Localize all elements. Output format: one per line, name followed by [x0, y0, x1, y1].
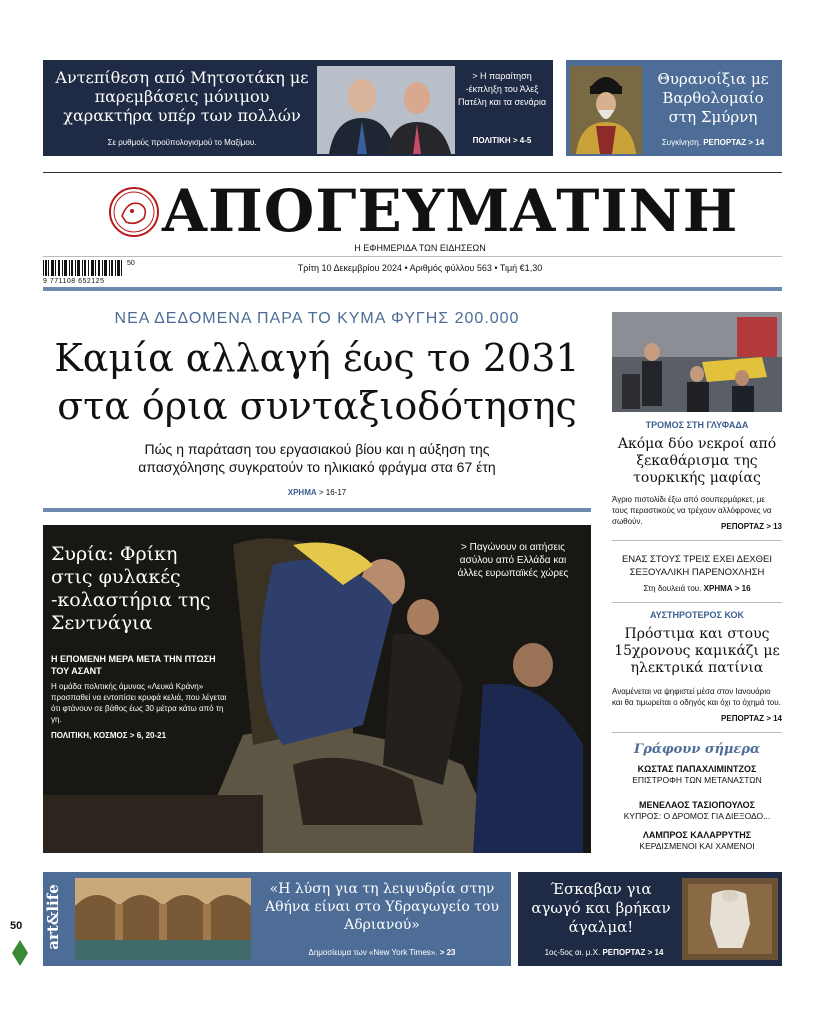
- glyfada-photo: [612, 312, 782, 412]
- glyfada-body: Άγριο πιστολίδι έξω από σουπερμάρκετ, με τους περαστικούς να τρέχουν αλλόφρονες να σωθούν.: [612, 495, 772, 526]
- opinion-item[interactable]: [612, 830, 782, 852]
- syria-story[interactable]: [43, 525, 591, 853]
- bottom-left-headline: «Η λύση για τη λειψυδρία στην Αθήνα είναι στο Υδραγωγείο του Αδριανού»: [265, 881, 499, 933]
- harassment-headline[interactable]: ΕΝΑΣ ΣΤΟΥΣ ΤΡΕΙΣ ΕΧΕΙ ΔΕΧΘΕΙ ΣΕΞΟΥΑΛΙΚΗ ΠΑΡΕΝΟΧΛΗΣΗ: [621, 554, 773, 578]
- masthead-logo: [108, 186, 160, 238]
- opinion-topic: ΚΕΡΔΙΣΜΕΝΟΙ ΚΑΙ ΧΑΜΕΝΟΙ: [639, 841, 755, 851]
- date-line: Τρίτη 10 Δεκεμβρίου 2024 • Αριθμός φύλλου 563 • Τιμή €1,30: [297, 263, 543, 273]
- syria-kicker: Η ΕΠΟΜΕΝΗ ΜΕΡΑ ΜΕΤΑ ΤΗΝ ΠΤΩΣΗ ΤΟΥ ΑΣΑΝΤ: [51, 654, 216, 676]
- main-ref-pages: > 16-17: [318, 488, 347, 497]
- bottom-right-footer: [524, 948, 684, 957]
- syria-body: Η ομάδα πολιτικής άμυνας «Λευκά Κράνη» προσπαθεί να εντοπίσει κρυφά κελιά, που λέγεται ότι φτάνουν σε βάθος έως 30 μέτρα κάτω από τη γη.: [51, 682, 227, 724]
- barcode-number: 9 771108 652125: [43, 278, 105, 285]
- top-right-footer: [648, 138, 778, 147]
- politicians-photo: [317, 66, 455, 154]
- main-deck-line1: Πώς η παράταση του εργασιακού βίου και η αύξηση της: [144, 441, 490, 457]
- barcode-issue: 50: [127, 260, 135, 267]
- syria-ref: ΠΟΛΙΤΙΚΗ, ΚΟΣΜΟΣ > 6, 20-21: [51, 731, 167, 740]
- opinion-item[interactable]: [612, 764, 782, 786]
- main-ref-section: ΧΡΗΜΑ: [287, 488, 317, 497]
- glyfada-headline[interactable]: Ακόμα δύο νεκροί από ξεκαθάρισμα της τουρκικής μαφίας: [617, 436, 777, 486]
- main-headline-line1[interactable]: Καμία αλλαγή έως το 2031: [54, 336, 580, 380]
- bottom-right-sub: 1ος-5ος αι. μ.Χ.: [544, 948, 601, 957]
- bottom-left-source: Δημοσίευμα των «New York Times».: [308, 948, 438, 957]
- kok-kicker: ΑΥΣΤΗΡΟΤΕΡΟΣ ΚΟΚ: [649, 610, 745, 620]
- bottom-left-banner[interactable]: [43, 872, 511, 966]
- masthead-title: ΑΠΟΓΕΥΜΑΤΙΝΗ: [162, 177, 739, 245]
- glyfada-ref: ΡΕΠΟΡΤΑΖ > 13: [721, 522, 782, 531]
- barcode: [43, 260, 143, 276]
- top-right-headline: Θυρανοίξια με Βαρθολομαίο στη Σμύρνη: [657, 70, 769, 126]
- page-number: 50: [10, 920, 23, 932]
- glyfada-kicker: ΤΡΟΜΟΣ ΣΤΗ ΓΛΥΦΑΔΑ: [645, 420, 749, 430]
- kok-ref: ΡΕΠΟΡΤΑΖ > 14: [721, 714, 782, 723]
- cistern-photo: [75, 878, 251, 960]
- syria-headline[interactable]: Συρία: Φρίκη στις φυλακές -κολαστήρια της Σεντνάγια: [51, 543, 211, 634]
- top-right-ref: ΡΕΠΟΡΤΑΖ > 14: [703, 138, 765, 147]
- main-kicker: ΝΕΑ ΔΕΔΟΜΕΝΑ ΠΑΡΑ ΤΟ ΚΥΜΑ ΦΥΓΗΣ 200.000: [114, 310, 520, 327]
- bottom-right-ref: ΡΕΠΟΡΤΑΖ > 14: [602, 948, 664, 957]
- bottom-right-headline: Έσκαβαν για αγωγό και βρήκαν άγαλμα!: [531, 880, 671, 936]
- opinion-topic: ΚΥΠΡΟΣ: Ο ΔΡΟΜΟΣ ΓΙΑ ΔΙΕΞΟΔΟ...: [623, 811, 771, 821]
- page-marker-icon: [12, 940, 28, 971]
- top-left-teaser: > Η παραίτηση -έκπληξη του Άλεξ Πατέλη και τα σενάρια: [457, 71, 547, 107]
- main-ref: [43, 488, 591, 497]
- kok-headline[interactable]: Πρόστιμα και στους 15χρονους καμικάζι με ηλεκτρικά πατίνια: [614, 626, 780, 676]
- top-left-banner[interactable]: [43, 60, 553, 156]
- top-left-ref: ΠΟΛΙΤΙΚΗ > 4-5: [472, 136, 532, 145]
- opinion-topic: ΕΠΙΣΤΡΟΦΗ ΤΩΝ ΜΕΤΑΝΑΣΤΩΝ: [632, 775, 762, 785]
- main-deck-line2: απασχόλησης συγκρατούν το ηλικιακό φράγμα στα 67 έτη: [138, 459, 496, 475]
- bottom-left-footer: [257, 948, 507, 957]
- top-left-subline: Σε ρυθμούς προϋπολογισμού το Μαξίμου.: [107, 138, 257, 147]
- opinion-item[interactable]: [612, 800, 782, 822]
- opinion-author: ΛΑΜΠΡΟΣ ΚΑΛΑΡΡΥΤΗΣ: [642, 830, 752, 840]
- masthead-tagline: Η ΕΦΗΜΕΡΙΔΑ ΤΩΝ ΕΙΔΗΣΕΩΝ: [354, 243, 486, 253]
- kok-body: Αναμένεται να ψηφιστεί μέσα στον Ιανουάριο και θα τιμωρείται ο οδηγός και όχι το όχημά του.: [612, 687, 781, 707]
- top-right-sub: Συγκίνηση.: [661, 138, 701, 147]
- bottom-left-ref: > 23: [439, 948, 456, 957]
- bartholomew-photo: [570, 66, 642, 154]
- harassment-footer: [612, 584, 782, 593]
- harassment-ref: ΧΡΗΜΑ > 16: [703, 584, 751, 593]
- statue-photo: [682, 878, 778, 960]
- bottom-right-banner[interactable]: [518, 872, 782, 966]
- syria-side-teaser[interactable]: > Παγώνουν οι αιτήσεις ασύλου από Ελλάδα και άλλες ευρωπαϊκές χώρες: [457, 542, 569, 579]
- top-right-banner[interactable]: [566, 60, 782, 156]
- opinion-author: ΜΕΝΕΛΑΟΣ ΤΑΣΙΟΠΟΥΛΟΣ: [639, 800, 755, 810]
- art-life-logo: art&life: [44, 884, 62, 950]
- opinion-title: Γράφουν σήμερα: [634, 742, 760, 757]
- main-headline-line2[interactable]: στα όρια συνταξιοδότησης: [57, 384, 577, 428]
- harassment-sub: Στη δουλειά του.: [643, 584, 702, 593]
- opinion-author: ΚΩΣΤΑΣ ΠΑΠΑΧΛΙΜΙΝΤΖΟΣ: [637, 764, 757, 774]
- top-left-headline: Αντεπίθεση από Μητσοτάκη με παρεμβάσεις μόνιμου χαρακτήρα υπέρ των πολλών: [55, 68, 309, 125]
